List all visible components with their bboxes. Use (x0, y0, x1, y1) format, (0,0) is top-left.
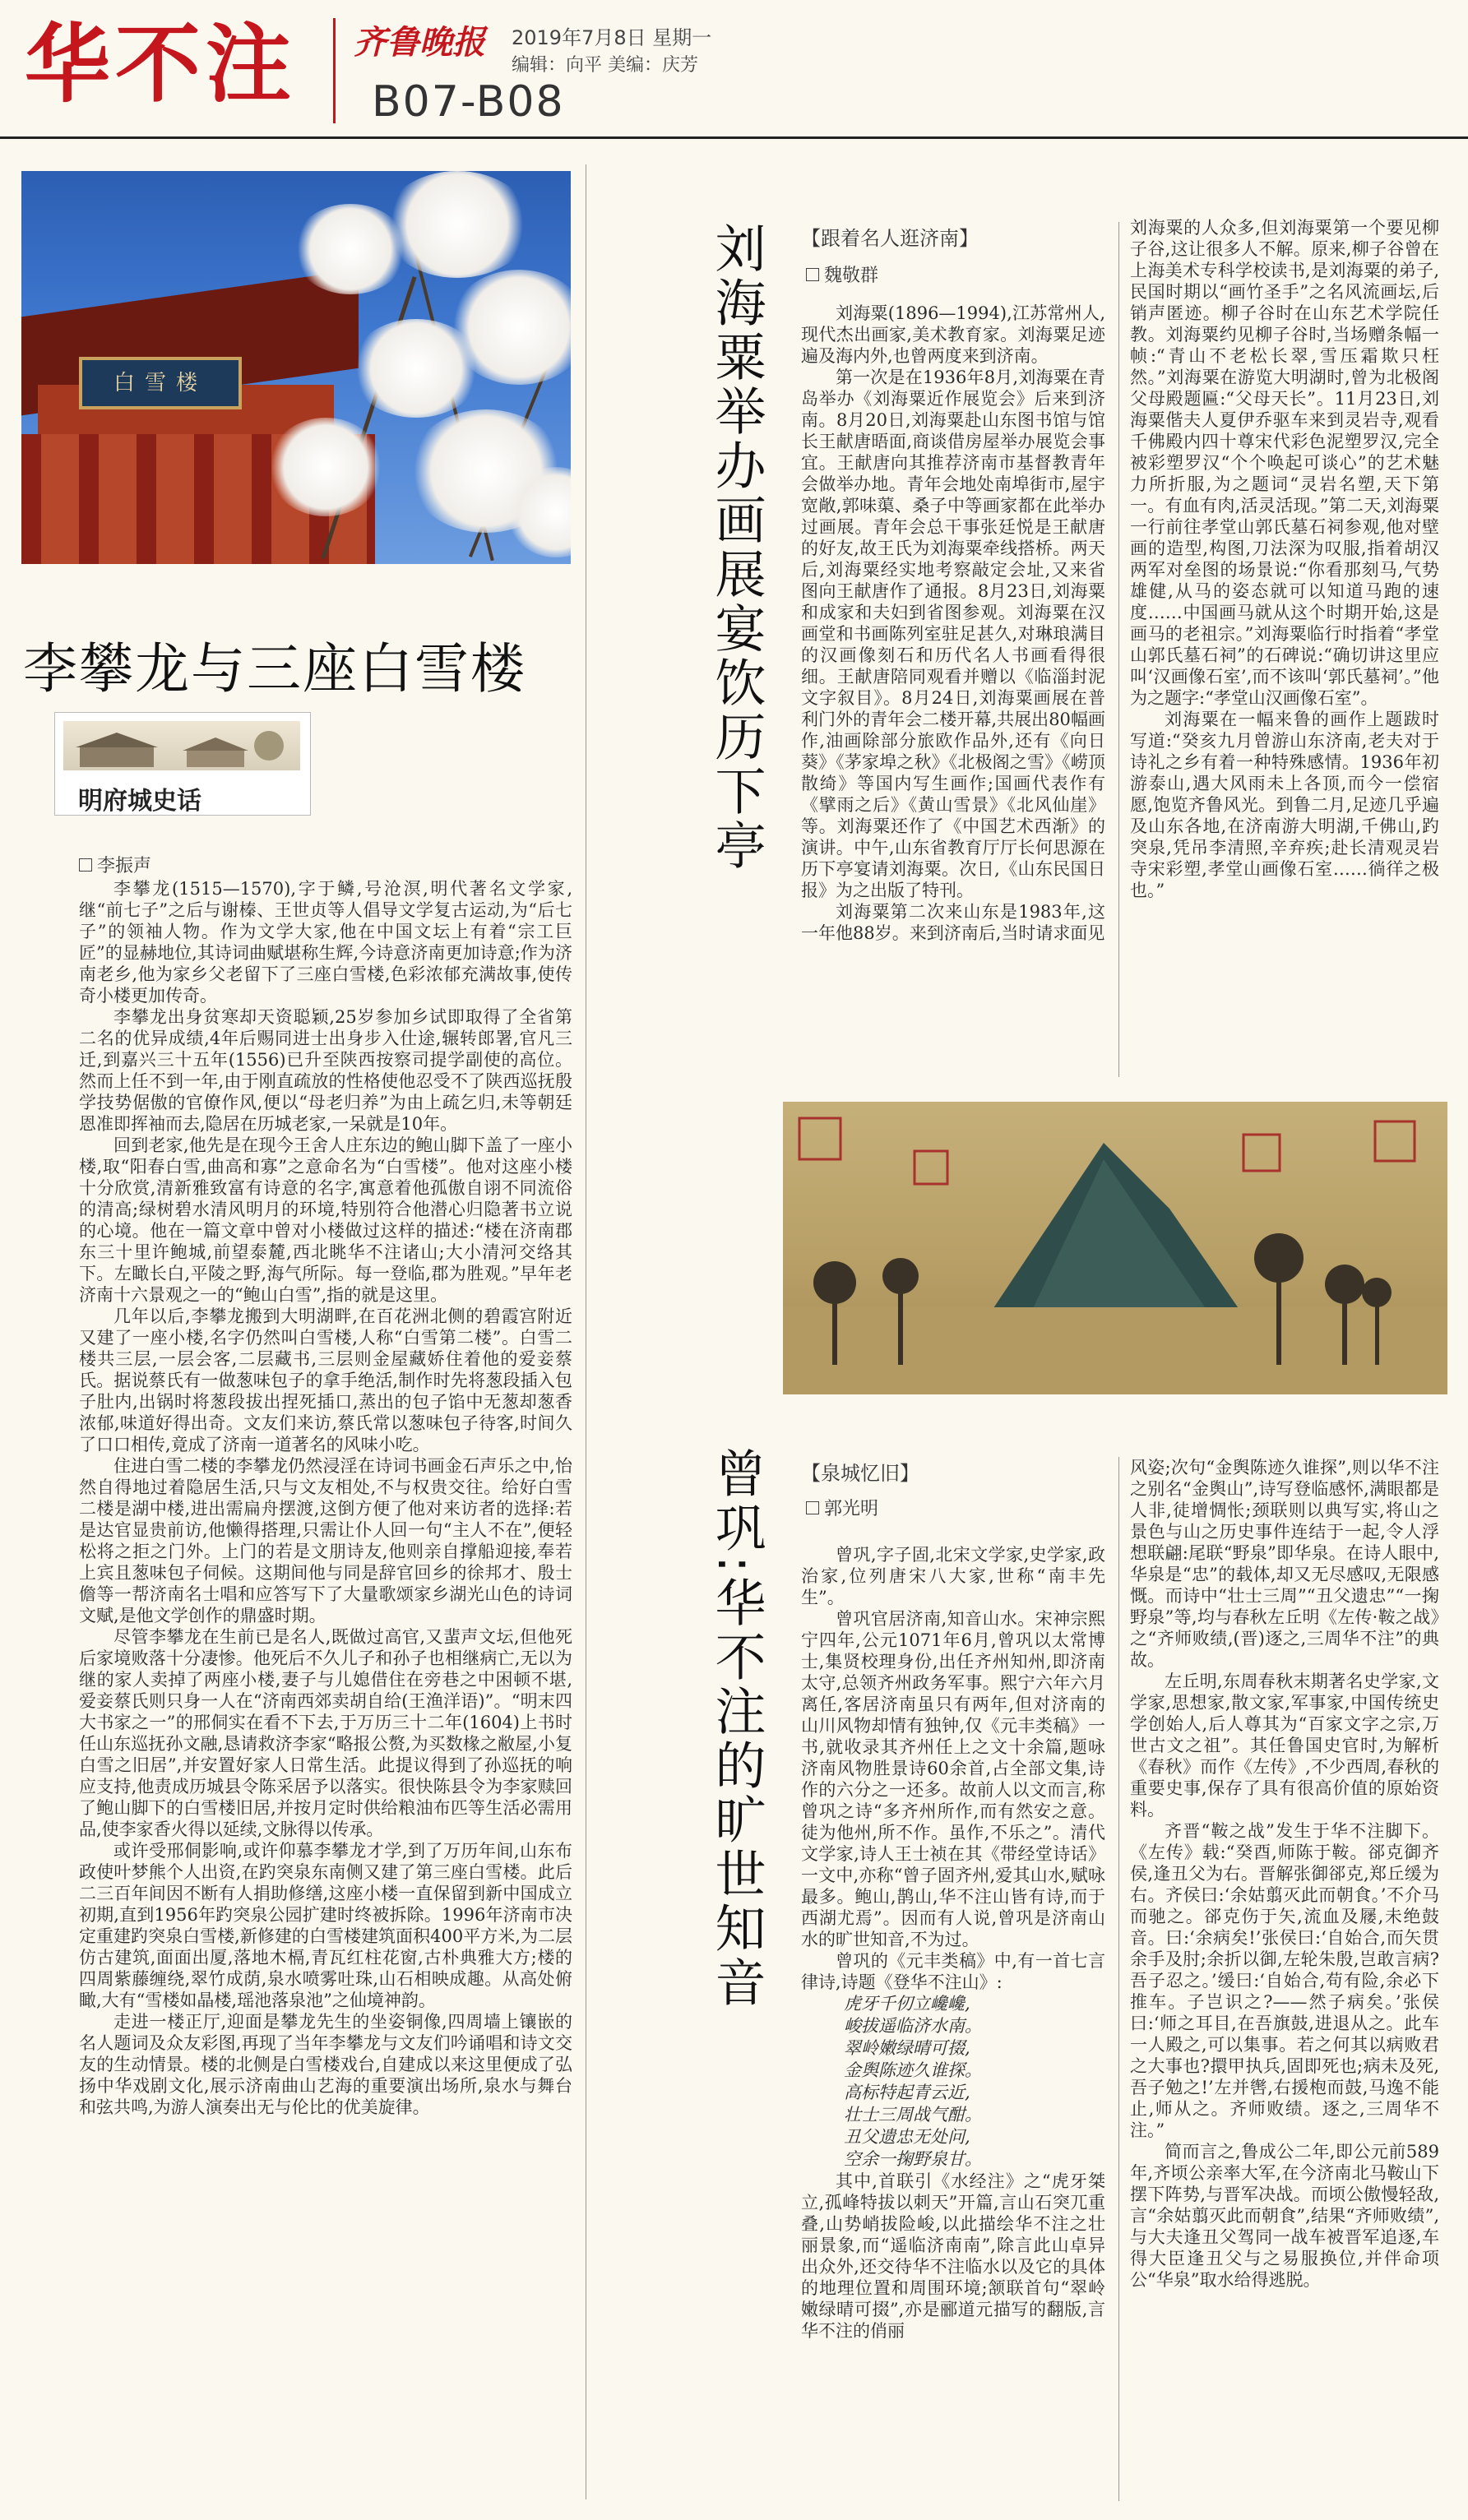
painting-artwork (783, 1102, 1447, 1394)
article3-paragraph: 齐晋“鞍之战”发生于华不注脚下。《左传》载:“癸酉,师陈于鞍。郤克御齐侯,逢丑父为右。晋解张御郤克,郑丘缓为右。齐侯曰:‘余姑翦灭此而朝食。’不介马而驰之。郤克伤于矢,流血及屦,未绝鼓音。曰:‘余病矣!’张侯曰:‘自始合,而矢贯余手及肘;余折以御,左轮朱殷,岂敢言病?吾子忍之。’缓曰:‘自始合,苟有险,余必下推车。子岂识之?——然子病矣。’张侯曰:‘师之耳目,在吾旗鼓,进退从之。此车一人殿之,可以集事。若之何其以病败君之大事也?擐甲执兵,固即死也;病未及死,吾子勉之!’左并辔,右援枹而鼓,马逸不能止,师从之。齐师败绩。逐之,三周华不注。” (1130, 1821, 1439, 2140)
column-logo (54, 712, 311, 816)
article2-column-1 (801, 303, 1105, 944)
baixue-tower-photo (21, 171, 571, 564)
article2-headline: 刘海粟举办画展宴饮历下亭 (706, 222, 766, 873)
article1-paragraph: 几年以后,李攀龙搬到大明湖畔,在百花洲北侧的碧霞宫附近又建了一座小楼,名字仍然叫白雪楼,人称“白雪第二楼”。白雪二楼共三层,一层会客,二层藏书,三层则金屋藏娇住着他的爱妾蔡氏。据说蔡氏有一做葱味包子的拿手绝活,制作时先将葱段插入包子肚内,出锅时将葱段拔出捏死插口,蒸出的包子馅中无葱却葱香浓郁,味道好得出奇。文友们来访,蔡氏常以葱味包子待客,时间久了口口相传,竟成了济南一道著名的风味小吃。 (79, 1306, 572, 1454)
byline-box-icon (806, 1501, 819, 1514)
article3-paragraph: 其中,首联引《水经注》之“虎牙桀立,孤峰特拔以刺天”开篇,言山石突兀重叠,山势峭拔险峻,以此描绘华不注之壮丽景象,而“遥临济南南”,除言此山卓异出众外,还交待华不注临水以及它的具体的地理位置和周围环境;颔联首句“翠岭嫩绿晴可掇”,亦是郦道元描写的翻版,言华不注的俏丽 (801, 2171, 1105, 2341)
article2-paragraph: 刘海粟的人众多,但刘海粟第一个要见柳子谷,这让很多人不解。原来,柳子谷曾在上海美术专科学校读书,是刘海粟的弟子,民国时期以“画竹圣手”之名风流画坛,后销声匿迹。柳子谷时在山东艺术学院任教。刘海粟约见柳子谷时,当场赠条幅一帧:“青山不老松长翠,雪压霜欺只枉然。”刘海粟在游览大明湖时,曾为北极阁父母殿题匾:“父母天长”。11月23日,刘海粟偕夫人夏伊乔驱车来到灵岩寺,观看千佛殿内四十尊宋代彩色泥塑罗汉,完全被彩塑罗汉“个个唤起可谈心”的艺术魅力所折服,为之题词“灵岩名塑,天下第一。有血有肉,活灵活现。”第二天,刘海粟一行前往孝堂山郭氏墓石祠参观,他对壁画的造型,构图,刀法深为叹服,指着胡汉两军对垒图的场景说:“你看那刻马,气势雄健,从马的姿态就可以知道马跑的速度……中国画马就从这个时期开始,这是画马的老祖宗。”刘海粟临行时指着“孝堂山郭氏墓石祠”的石碑说:“确切讲这里应叫‘汉画像石室’,而不该叫‘郭氏墓祠’。”他为之题字:“孝堂山汉画像石室”。 (1130, 218, 1439, 708)
poem-line: 壮士三周战气酣。 (844, 2105, 982, 2125)
page-range: B07-B08 (372, 77, 565, 127)
tower-plaque (79, 357, 242, 409)
article1-byline (79, 852, 151, 877)
tower-plaque-text: 白雪楼 (113, 371, 207, 395)
article3-column-2 (1130, 1457, 1439, 2291)
article1-paragraph: 走进一楼正厅,迎面是攀龙先生的坐姿铜像,四周墙上镶嵌的名人题词及众友彩图,再现了当年李攀龙与文友们吟诵唱和诗文交友的生动情景。楼的北侧是白雪楼戏台,自建成以来这里便成了弘扬中华戏剧文化,展示济南曲山艺海的重要演出场所,泉水与舞台和弦共鸣,为游人演奏出无与伦比的优美旋律。 (79, 2012, 572, 2117)
issue-date: 2019年7月8日 星期一 (512, 26, 712, 49)
article3-byline (806, 1495, 878, 1520)
article3-section-tag: 【泉城忆旧】 (801, 1462, 919, 1485)
poem (801, 1993, 1105, 2171)
masthead-rule (0, 136, 1468, 139)
article2-paragraph: 第一次是在1936年8月,刘海粟在青岛举办《刘海粟近作展览会》后来到济南。8月20日,刘海粟赴山东图书馆与馆长王献唐晤面,商谈借房屋举办展览会事宜。王献唐向其推荐济南市基督教青年会做举办地。青年会地处南埠街市,屋宇宽敞,郭味蕖、桑子中等画家都在此举办过画展。青年会总干事张廷悦是王献唐的好友,故王氏为刘海粟牵线搭桥。两天后,刘海粟经实地考察敲定会址,又来省图向王献唐作了通报。8月23日,刘海粟和成家和夫妇到省图参观。刘海粟在汉画堂和书画陈列室驻足甚久,对琳琅满目的汉画像刻石和历代名人书画看得很细。王献唐陪同观看并赠以《临淄封泥文字叙目》。8月24日,刘海粟画展在普利门外的青年会二楼开幕,共展出80幅画作,油画除部分旅欧作品外,还有《向日葵》《茅家埠之秋》《北极阁之雪》《崂顶散绮》等国内写生画作;国画代表作有《擘雨之后》《黄山雪景》《北风仙崖》等。刘海粟还作了《中国艺术西渐》的演讲。中午,山东省教育厅厅长何思源在历下亭宴请刘海粟。次日,《山东民国日报》为之出版了特刊。 (801, 368, 1105, 900)
article1-body (79, 878, 572, 2118)
newspaper-name: 齐鲁晚报 (354, 23, 485, 62)
masthead-divider (333, 18, 336, 123)
byline-box-icon (806, 268, 819, 281)
article1-author: 李振声 (97, 856, 152, 876)
article3-paragraph: 简而言之,鲁成公二年,即公元前589年,齐顷公亲率大军,在今济南北马鞍山下摆下阵势,与晋军决战。而顷公傲慢轻敌,言“余姑翦灭此而朝食”,结果“齐师败绩”,与大夫逢丑父驾同一战车被晋军追逐,车得大臣逢丑父与之易服换位,并伴命项公“华泉”取水给得逃脱。 (1130, 2142, 1439, 2290)
article2-section: 跟着名人逛济南 (821, 227, 959, 250)
poem-line: 金舆陈迹久谁探。 (844, 2060, 982, 2080)
article3-paragraph: 曾巩的《元丰类稿》中,有一首七言律诗,诗题《登华不注山》: (801, 1951, 1105, 1992)
article1-paragraph: 回到老家,他先是在现今王舍人庄东边的鲍山脚下盖了一座小楼,取“阳春白雪,曲高和寡”之意命名为“白雪楼”。他对这座小楼十分欣赏,清新雅致富有诗意的名字,寓意着他孤傲自诩不同流俗的清高;绿树碧水清风明月的环境,特别符合他潜心归隐著书立说的心境。他在一篇文章中曾对小楼做过这样的描述:“楼在济南郡东三十里许鲍城,前望泰麓,西北眺华不注诸山;大小清河交络其下。左瞰长白,平陵之野,海气所际。每一登临,郡为胜观。”早年老济南十六景观之一的“鲍山白雪”,指的就是这里。 (79, 1135, 572, 1305)
article3-author: 郭光明 (824, 1499, 879, 1519)
issue-editors: 编辑：向平 美编：庆芳 (512, 55, 698, 76)
article3-paragraph: 曾巩,字子固,北宋文学家,史学家,政治家,位列唐宋八大家,世称“南丰先生”。 (801, 1545, 1105, 1607)
article3-paragraph: 风姿;次句“金舆陈迹久谁探”,则以华不注之别名“金舆山”,诗写登临感怀,满眼都是人非,徒增惆怅;颈联则以典写实,将山之景色与山之历史事件连结于一起,令人浮想联翩:尾联“野泉”即华泉。在诗人眼中,华泉是“忠”的载体,却又无尽感叹,无限感慨。而诗中“壮士三周”“丑父遗忠”“一掬野泉”等,均与春秋左丘明《左传·鞍之战》之“齐师败绩,(晋)逐之,三周华不注”的典故。 (1130, 1458, 1439, 1670)
article1-title: 李攀龙与三座白雪楼 (23, 637, 526, 701)
poem-line: 空余一掬野泉甘。 (844, 2149, 982, 2169)
article3-paragraph: 左丘明,东周春秋末期著名史学家,文学家,思想家,散文家,军事家,中国传统史学创始人,后人尊其为“百家文字之宗,万世古文之祖”。其任鲁国史官时,为解析《春秋》而作《左传》,不少西周,春秋的重要史事,保存了具有很高价值的原始资料。 (1130, 1672, 1439, 1819)
column-sketch-illustration (63, 721, 300, 770)
poem-line: 峻拔遥临济水南。 (844, 2016, 982, 2036)
article2-author: 魏敬群 (824, 266, 879, 286)
column-name: 明府城史话 (78, 787, 201, 816)
column-divider (1118, 1457, 1119, 2501)
article2-section-tag: 【跟着名人逛济南】 (801, 227, 979, 250)
article1-paragraph: 李攀龙出身贫寒却天资聪颖,25岁参加乡试即取得了全省第二名的优异成绩,4年后赐同进士出身步入仕途,辗转郎署,官凡三迁,到嘉兴三十五年(1556)已升至陕西按察司提学副使的高位。然而上任不到一年,由于刚直疏放的性格使他忍受不了陕西巡抚殷学技势倨傲的官僚作风,便以“母老归养”为由上疏乞归,未等朝廷恩准即挥袖而去,隐居在历城老家,一呆就是10年。 (79, 1007, 572, 1134)
masthead-title: 华不注 (25, 14, 297, 114)
article1-paragraph: 李攀龙(1515—1570),字于鳞,号沧溟,明代著名文学家,继“前七子”之后与谢榛、王世贞等人倡导文学复古运动,为“后七子”的领袖人物。作为文学大家,他在中国文坛上有着“宗工巨匠”的显赫地位,其诗词曲赋堪称生辉,今诗意济南更加诗意;作为济南老乡,他为家乡父老留下了三座白雪楼,色彩浓郁充满故事,使传奇小楼更加传奇。 (79, 879, 572, 1006)
article1-paragraph: 或许受邢侗影响,或许仰慕李攀龙才学,到了万历年间,山东布政使叶梦熊个人出资,在趵突泉东南侧又建了第三座白雪楼。此后二三百年间因不断有人捐助修缮,这座小楼一直保留到新中国成立初期,直到1956年趵突泉公园扩建时终被拆除。1996年济南市决定重建趵突泉白雪楼,新修建的白雪楼建筑面积400平方米,为二层仿古建筑,面面出厦,落地木槅,青瓦红柱花窗,古朴典雅大方;楼的四周紫藤缠绕,翠竹成荫,泉水喷雾吐珠,山石相映成趣。从高处俯瞰,大有“雪楼如晶楼,瑶池落泉池”之仙境神韵。 (79, 1841, 572, 2010)
byline-box-icon (79, 858, 92, 872)
poem-line: 丑父遗忠无处问, (844, 2127, 970, 2147)
article3-section: 泉城忆旧 (821, 1462, 900, 1485)
article2-paragraph: 刘海粟在一幅来鲁的画作上题跋时写道:“癸亥九月曾游山东济南,老夫对于诗礼之乡有着一种特殊感情。1936年初游泰山,遇大风雨未上各顶,而今一偿宿愿,饱览齐鲁风光。到鲁二月,足迹几乎遍及山东各地,在济南游大明湖,千佛山,趵突泉,凭吊李清照,辛弃疾;赴长清观灵岩寺宋彩塑,孝堂山画像石室……徜徉之极也。” (1130, 710, 1439, 900)
article3-column-1 (801, 1544, 1105, 2342)
poem-line: 高标特起青云近, (844, 2083, 970, 2102)
poem-line: 虎牙千仞立巉巉, (844, 1994, 970, 2014)
article2-byline (806, 261, 878, 287)
article1-paragraph: 住进白雪二楼的李攀龙仍然浸淫在诗词书画金石声乐之中,怡然自得地过着隐居生活,只与文友相处,不与权贵交往。给好白雪二楼是湖中楼,进出需扁舟摆渡,这倒方便了他对来访者的选择:若是达官显贵前访,他懒得搭理,只需让仆人回一句“主人不在”,便轻松将之拒之门外。上门的若是文朋诗友,他则亲自撑船迎接,奉若上宾且葱味包子伺候。这期间他与同是辞官回乡的徐邦才、殷士儋等一帮济南名士唱和应答写下了大量歌颂家乡湖光山色的诗词文赋,是他文学创作的鼎盛时期。 (79, 1456, 572, 1625)
article3-paragraph: 曾巩官居济南,知音山水。宋神宗熙宁四年,公元1071年6月,曾巩以太常博士,集贤校理身份,出任齐州知州,即济南太守,总领齐州政务军事。熙宁六年六月离任,客居济南虽只有两年,但对济南的山川风物却情有独钟,仅《元丰类稿》一书,就收录其齐州任上之文十余篇,题咏济南风物胜景诗60余首,占全部文集,诗作的六分之一还多。故前人以文而言,称曾巩之诗“多齐州所作,而有然安之意。徒为他州,所不作。虽作,不乐之”。清代文学家,诗人王士祯在其《带经堂诗话》一文中,亦称“曾子固齐州,爱其山水,赋咏最多。鲍山,鹊山,华不注山皆有诗,而于西湖尤焉”。因而有人说,曾巩是济南山水的旷世知音,不为过。 (801, 1609, 1105, 1949)
article2-paragraph: 刘海粟(1896—1994),江苏常州人,现代杰出画家,美术教育家。刘海粟足迹遍及海内外,也曾两度来到济南。 (801, 303, 1105, 366)
poem-line: 翠岭嫩绿晴可掇, (844, 2038, 970, 2058)
article2-column-2 (1130, 217, 1439, 901)
article1-paragraph: 尽管李攀龙在生前已是名人,既做过高官,又蜚声文坛,但他死后家境败落十分凄惨。他死后不久儿子和孙子也相继病亡,无以为继的家人卖掉了两座小楼,妻子与儿媳借住在旁巷之中困顿不堪,爱妾蔡氏则只身一人在“济南西郊卖胡自给(王渔洋语)”。“明末四大书家之一”的邢侗实在看不下去,于万历三十二年(1604)上书时任山东巡抚孙文融,恳请救济李家“略报公赘,为买数椽之敝屋,小复白雪之旧居”,并安置好家人日常生活。此提议得到了孙巡抚的响应支持,他责成历城县令陈采居予以落实。很快陈县令为李家赎回了鲍山脚下的白雪楼旧居,并按月定时供给粮油布匹等生活必需用品,使李家香火得以延续,文脉得以传承。 (79, 1627, 572, 1839)
article3-headline: 曾巩:华不注的旷世知音 (706, 1447, 766, 2010)
landscape-painting (783, 1102, 1447, 1394)
column-divider (1118, 222, 1119, 1077)
article2-paragraph: 刘海粟第二次来山东是1983年,这一年他88岁。来到济南后,当时请求面见 (801, 902, 1105, 943)
